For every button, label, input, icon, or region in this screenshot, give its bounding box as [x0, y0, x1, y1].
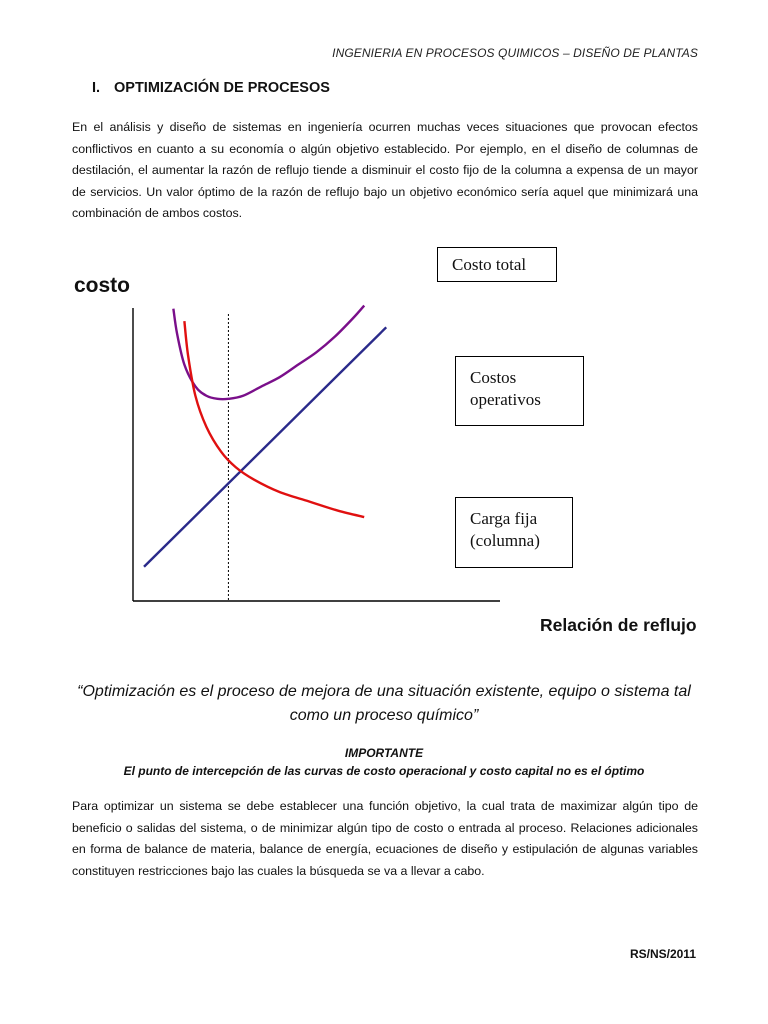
label-costos-operativos-1: Costos — [470, 368, 517, 387]
label-carga-fija-1: Carga fija — [470, 509, 538, 528]
running-header: INGENIERIA EN PROCESOS QUIMICOS – DISEÑO DE PLANTAS — [332, 46, 698, 60]
series-costo-total — [173, 306, 364, 400]
closing-paragraph: Para optimizar un sistema se debe establecer una función objetivo, la cual trata de maximizar algún tipo de beneficio o salidas del sistema, o de minimizar algún tipo de costo o entrada al proceso. Relaciones adicionales en forma de balance de materia, balance de energía, ecuaciones de diseño y estipulación de algunas variables constituyen restricciones bajo las cuales la búsqueda se va a llevar a cabo. — [72, 799, 698, 878]
label-costos-operativos-2: operativos — [470, 390, 541, 409]
important-heading: IMPORTANTE — [344, 746, 424, 760]
label-box-carga-fija — [455, 497, 573, 568]
important-text: El punto de intercepción de las curvas de costo operacional y costo capital no es el óptimo — [123, 764, 645, 778]
important-note — [60, 744, 708, 780]
series-carga-fija — [184, 321, 364, 517]
label-box-costo-total — [437, 247, 557, 282]
section-title — [92, 80, 330, 96]
series-costos-operativos — [144, 327, 386, 566]
footer-code: RS/NS/2011 — [629, 947, 696, 961]
section-title-text: OPTIMIZACIÓN DE PROCESOS — [114, 80, 330, 96]
chart-y-label: costo — [74, 274, 131, 297]
section-number: I. — [92, 80, 101, 96]
cost-chart — [0, 230, 768, 610]
label-costo-total: Costo total — [452, 255, 527, 274]
definition-quote: “Optimización es el proceso de mejora de una situación existente, equipo o sistema tal como un proceso químico” — [77, 683, 691, 724]
intro-paragraph: En el análisis y diseño de sistemas en ingeniería ocurren muchas veces situaciones que provocan efectos conflictivos en cuanto a su economía o algún objetivo establecido. Por ejemplo, en el diseño de columnas de destilación, el aumentar la razón de reflujo tiende a disminuir el costo fijo de la columna a expensa de un mayor de servicios. Un valor óptimo de la razón de reflujo bajo un objetivo económico sería aquel que minimizará una combinación de ambos costos. — [72, 120, 698, 220]
label-box-costos-operativos — [455, 356, 584, 426]
chart-x-label: Relación de reflujo — [540, 615, 697, 635]
label-carga-fija-2: (columna) — [470, 531, 540, 550]
